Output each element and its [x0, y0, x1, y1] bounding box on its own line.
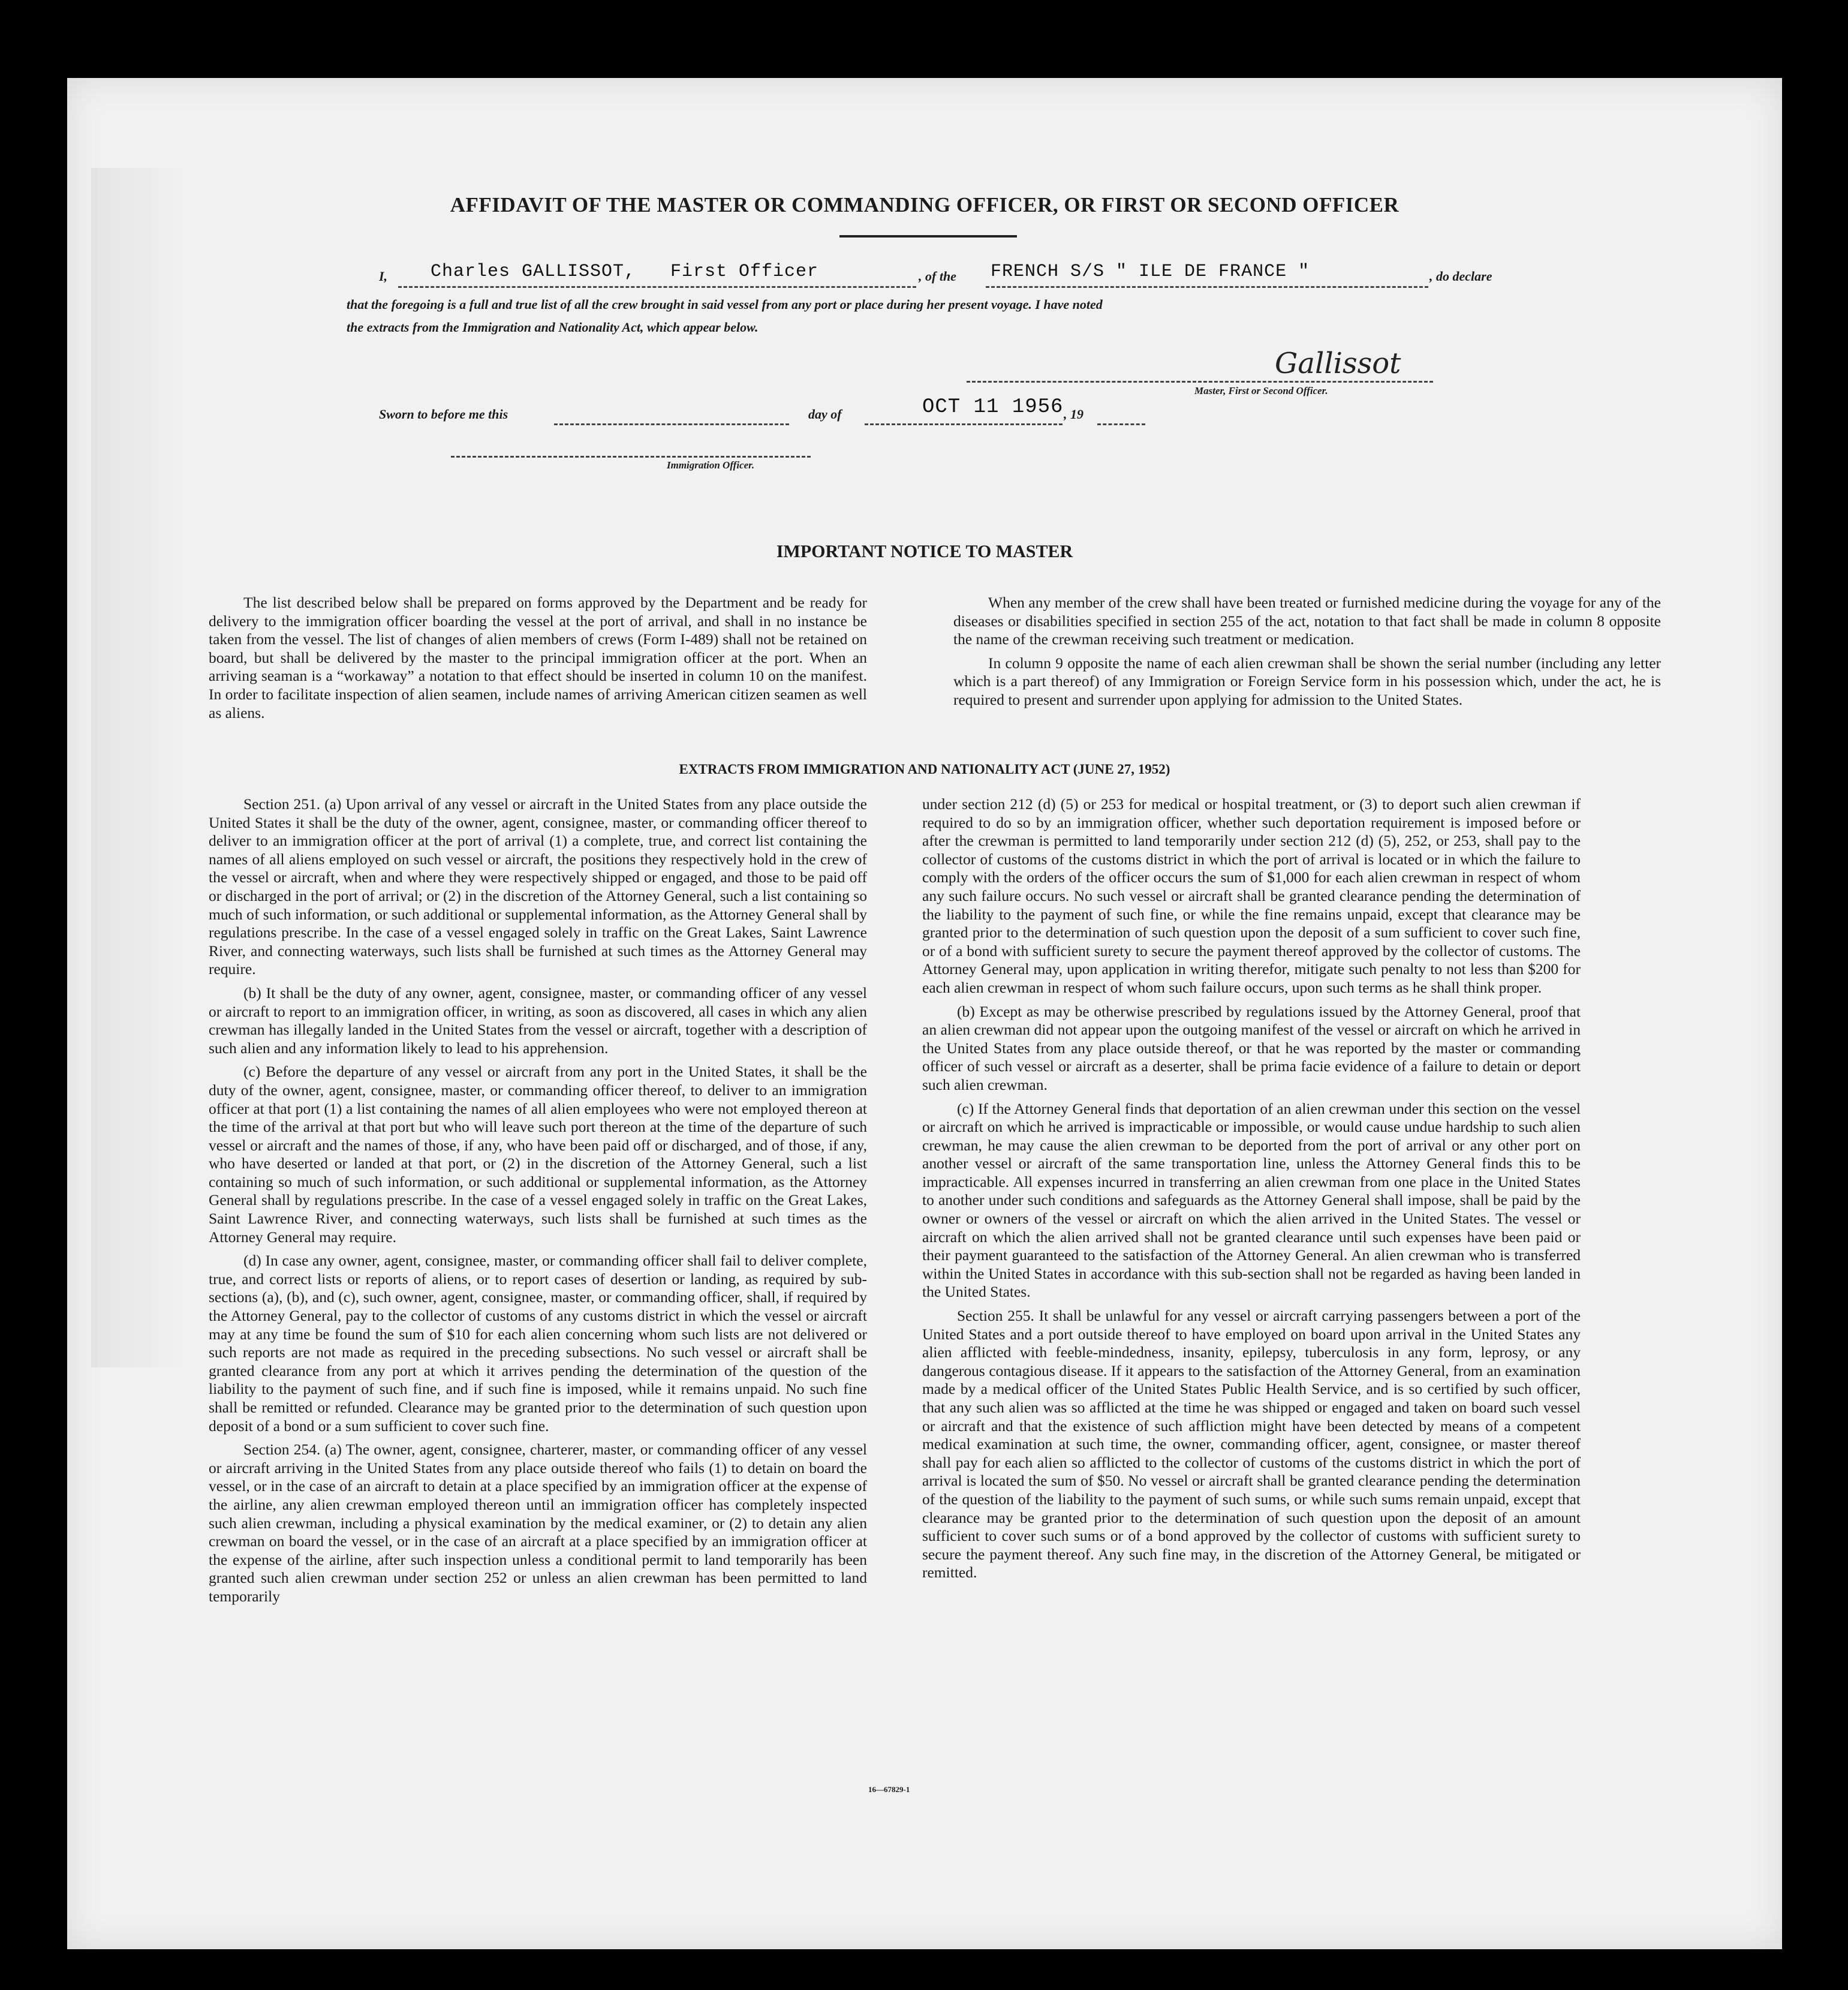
- immigration-officer-caption: Immigration Officer.: [667, 459, 755, 471]
- sworn-label: Sworn to before me this: [379, 407, 508, 422]
- of-the-label: , of the: [919, 269, 956, 284]
- section-251a: Section 251. (a) Upon arrival of any vessel or aircraft in the United States from any place outside the United States it shall be the duty of the owner, agent, consignee, master, or commanding officer thereof to deliver to an immigration officer at the port of arrival (1) a complete, true, and correct list containing the names of all aliens employed on such vessel or aircraft, the positions they respectively hold in the crew of the vessel or aircraft, when and where they were respectively shipped or engaged, and those to be paid off or discharged in the port of arrival; or (2) in the discretion of the Attorney General, such a list containing so much of such information, or such additional or supplemental information, as the Attorney General shall by regulations prescribe. In the case of a vessel engaged solely in traffic on the Great Lakes, Saint Lawrence River, and connecting waterways, such lists shall be furnished at such times as the Attorney General may require.: [209, 795, 867, 978]
- notice-title: IMPORTANT NOTICE TO MASTER: [776, 542, 1073, 561]
- sworn-day-blank: [554, 423, 789, 425]
- section-251c: (c) Before the departure of any vessel or aircraft from any port in the United States, it shall be the duty of the owner, agent, consignee, master, or commanding officer thereof, to deliver to an immigration officer at that port (1) a list containing the names of all alien employees who were not employed thereon at the time of the arrival at that port but who will leave such port thereon at the time of the departure of such vessel or aircraft and the names of those, if any, who have been paid off or discharged, and of those, if any, who have deserted or landed at that port, or (2) in the discretion of the Attorney General, such a list containing so much of such information, or such additional or supplemental information, as the Attorney General shall by regulations prescribe. In the case of a vessel engaged solely in traffic on the Great Lakes, Saint Lawrence River, and connecting waterways, such lists shall be furnished at such times as the Attorney General may require.: [209, 1063, 867, 1246]
- declaration-line-3: the extracts from the Immigration and Nationality Act, which appear below.: [347, 320, 759, 335]
- section-251b: (b) It shall be the duty of any owner, agent, consignee, master, or commanding officer of any vessel or aircraft to report to an immigration officer, in writing, as soon as discovered, all cases in which any alien crewman has illegally landed in the United States from the vessel or aircraft, together with a description of such alien and any information likely to lead to his apprehension.: [209, 984, 867, 1057]
- extracts-left-column: [209, 795, 867, 1606]
- master-name-field: Charles GALLISSOT,: [431, 261, 636, 282]
- notice-right-paragraph-2: In column 9 opposite the name of each alien crewman shall be shown the serial number (including any letter which is a part thereof) of any Immigration or Foreign Service form in his possession which, under the act, he is required to present and surrender upon applying for admission to the United States.: [953, 654, 1661, 708]
- date-stamp: OCT 11 1956: [922, 396, 1064, 419]
- officer-signature: Gallissot: [1275, 347, 1401, 380]
- immigration-officer-line: [451, 456, 811, 458]
- title-divider: [839, 235, 1017, 238]
- section-255: Section 255. It shall be unlawful for any vessel or aircraft carrying passengers between a port of the United States and a port outside thereof to have employed on board upon arrival in the United States any alien afflicted with feeble-mindedness, insanity, epilepsy, tuberculosis in any form, leprosy, or any dangerous contagious disease. If it appears to the satisfaction of the Attorney General, from an examination made by a medical officer of the United States Public Health Service, and is so certified by such officer, that any such alien was so afflicted at the time he was shipped or engaged and taken on board such vessel or aircraft and that the existence of such affliction might have been detected by means of a competent medical examination at such time, the owner, commanding officer, agent, consignee, or master thereof shall pay for each alien so afflicted to the collector of customs of the customs district in which the port of arrival is located the sum of $50. No vessel or aircraft shall be granted clearance pending the determination of the question of the liability to the payment of such sums, or while such sums remain unpaid, except that clearance may be granted prior to the determination of such question upon the deposit of an amount sufficient to cover such sums or of a bond approved by the collector of customs with sufficient surety to secure the payment thereof. Any such fine may, in the discretion of the Attorney General, be mitigated or remitted.: [922, 1307, 1581, 1582]
- form-code: 16—67829-1: [868, 1785, 910, 1794]
- extracts-right-column: [922, 795, 1581, 1582]
- section-251d: (d) In case any owner, agent, consignee, master, or commanding officer shall fail to deliver complete, true, and correct lists or reports of aliens, or to report cases of desertion or landing, as required by sub-sections (a), (b), and (c), such owner, agent, consignee, master, or commanding officer, shall, if required by the Attorney General, pay to the collector of customs of any customs district in which the vessel or aircraft may at any time be found the sum of $10 for each alien concerning whom such lists are not delivered or such reports are not made as required in the preceding subsections. No such vessel or aircraft shall be granted clearance from any port at which it arrives pending the determination of the question of the liability to the payment of such fine, and if such fine is imposed, while it remains unpaid. No such fine shall be remitted or refunded. Clearance may be granted prior to the determination of such question upon deposit of a bond or a sum sufficient to cover such fine.: [209, 1252, 867, 1435]
- document-page: [67, 78, 1782, 1949]
- name-rank-blank: [398, 286, 916, 288]
- declaration-line-2: that the foregoing is a full and true list of all the crew brought in said vessel from any port or place during her present voyage. I have noted: [347, 297, 1103, 312]
- rank-field: First Officer: [670, 261, 819, 282]
- section-254a: Section 254. (a) The owner, agent, consignee, charterer, master, or commanding officer of any vessel or aircraft arriving in the United States from any place outside thereof who fails (1) to detain on board the vessel, or in the case of an aircraft to detain at a place specified by an immigration officer at the expense of the airline, any alien crewman employed thereon until an immigration officer has completely inspected such alien crewman, including a physical examination by the medical examiner, or (2) to detain any alien crewman on board the vessel, or in the case of an aircraft at a place specified by an immigration officer at the expense of the airline, after such inspection unless a conditional permit to land temporarily has been granted such alien crewman under section 252 or unless an alien crewman has been permitted to land temporarily: [209, 1441, 867, 1605]
- year-blank: [1097, 423, 1145, 425]
- affidavit-title: AFFIDAVIT OF THE MASTER OR COMMANDING OFFICER, OR FIRST OR SECOND OFFICER: [450, 193, 1399, 217]
- section-254b: (b) Except as may be otherwise prescribed by regulations issued by the Attorney General, proof that an alien crewman did not appear upon the outgoing manifest of the vessel or aircraft on which he arrived in the United States from any place outside thereof, or that he was reported by the master or commanding officer of such vessel or aircraft as a deserter, shall be prima facie evidence of a failure to detain or deport such alien crewman.: [922, 1002, 1581, 1093]
- notice-left-column: [209, 594, 867, 722]
- signature-line: [967, 381, 1433, 383]
- section-254c: (c) If the Attorney General finds that deportation of an alien crewman under this section on the vessel or aircraft on which he arrived is impracticable or impossible, or would cause undue hardship to such alien crewman, he may cause the alien crewman to be deported from the port of arrival or any other port on another vessel or aircraft of the same transportation line, unless the Attorney General finds this to be impracticable. All expenses incurred in transferring an alien crewman from one place in the United States to another under such conditions and safeguards as the Attorney General shall impose, shall be paid by the owner or owners of the vessel or aircraft on which the alien arrived in the United States. The vessel or aircraft on which the alien arrived shall not be granted clearance until such expenses have been paid or their payment guaranteed to the satisfaction of the Attorney General. An alien crewman who is transferred within the United States in accordance with this sub-section shall not be regarded as having been landed in the United States.: [922, 1099, 1581, 1301]
- do-declare-label: , do declare: [1429, 269, 1492, 284]
- section-254a-continued: under section 212 (d) (5) or 253 for medical or hospital treatment, or (3) to deport such alien crewman if required to do so by an immigration officer, whether such deportation requirement is imposed before or after the crewman is permitted to land temporarily under section 212 (d) (5), 252, or 253, shall pay to the collector of customs of the customs district in which the port of arrival is located or in which the failure to comply with the orders of the officer occurs the sum of $1,000 for each alien crewman in respect of whom any such failure occurs. No such vessel or aircraft shall be granted clearance pending the determination of the liability to the payment of such fine, or while the fine remains unpaid, except that clearance may be granted prior to the determination of such question upon the deposit of a sum sufficient to cover such fine, or of a bond with sufficient surety to secure the payment thereof approved by the collector of customs. The Attorney General may, upon application in writing therefor, mitigate such penalty to not less than $200 for each alien crewman in respect of whom such failure occurs, upon such terms as he shall think proper.: [922, 795, 1581, 996]
- date-blank: [865, 423, 1063, 425]
- extracts-title: EXTRACTS FROM IMMIGRATION AND NATIONALITY ACT (JUNE 27, 1952): [679, 762, 1170, 777]
- notice-left-paragraph: The list described below shall be prepared on forms approved by the Department and be ready for delivery to the immigration officer boarding the vessel at the port of arrival, and shall in no instance be taken from the vessel. The list of changes of alien members of crews (Form I-489) shall not be retained on board, but shall be delivered by the master to the principal immigration officer at the port. When an arriving seaman is a “workaway” a notation to that effect should be inserted in column 10 on the manifest. In order to facilitate inspection of alien seamen, include names of arriving American citizen seamen as well as aliens.: [209, 594, 867, 722]
- notice-right-column: [953, 594, 1661, 710]
- day-of-label: day of: [808, 407, 842, 422]
- year-label: , 19: [1064, 407, 1083, 422]
- signature-caption: Master, First or Second Officer.: [1194, 385, 1328, 396]
- vessel-blank: [986, 286, 1428, 288]
- notice-right-paragraph-1: When any member of the crew shall have been treated or furnished medicine during the voyage for any of the diseases or disabilities specified in section 255 of the act, notation to that fact shall be made in column 8 opposite the name of the crewman receiving such treatment or medication.: [953, 594, 1661, 648]
- vessel-name-field: FRENCH S/S " ILE DE FRANCE ": [991, 261, 1310, 282]
- decl-prefix: I,: [379, 269, 388, 284]
